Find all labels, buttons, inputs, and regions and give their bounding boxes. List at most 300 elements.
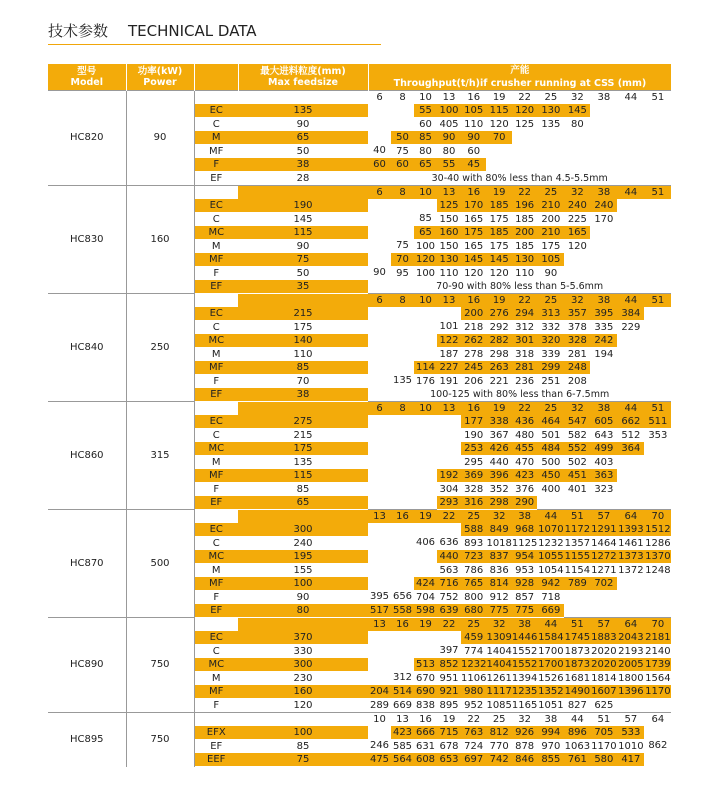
throughput-cell: 1584 [538, 631, 564, 643]
throughput-cell [644, 307, 671, 321]
feed-cell: 135 [238, 104, 368, 118]
throughput-cell [414, 307, 437, 321]
throughput-cell: 225 [567, 213, 587, 225]
feed-cell: 28 [296, 172, 310, 184]
throughput-cell: 85 [414, 131, 437, 145]
throughput-cell [644, 199, 671, 213]
throughput-cell: 328 [464, 483, 484, 495]
css-value: 6 [368, 402, 391, 416]
css-row [48, 91, 671, 105]
css-value: 44 [617, 402, 644, 416]
throughput-cell [414, 199, 437, 213]
throughput-cell: 60 [467, 145, 481, 157]
type-cell: M [194, 672, 238, 686]
throughput-cell: 1552 [511, 645, 538, 657]
throughput-cell: 625 [594, 699, 614, 711]
throughput-cell [590, 375, 617, 389]
throughput-cell: 175 [489, 213, 509, 225]
throughput-cell: 312 [392, 672, 413, 684]
throughput-cell [414, 523, 437, 537]
throughput-cell: 502 [567, 456, 587, 468]
throughput-cell: 585 [392, 740, 413, 752]
throughput-cell: 1054 [538, 564, 564, 576]
throughput-cell: 400 [541, 483, 561, 495]
css-value: 44 [564, 713, 590, 727]
header-en: TECHNICAL DATA [128, 22, 257, 40]
throughput-cell [644, 118, 671, 132]
data-table [48, 64, 671, 767]
throughput-cell: 954 [512, 550, 537, 564]
throughput-cell: 1404 [486, 658, 512, 670]
throughput-cell: 1404 [486, 645, 512, 657]
throughput-cell: 200 [541, 213, 561, 225]
throughput-cell: 125 [437, 199, 461, 213]
throughput-cell: 836 [489, 564, 509, 576]
throughput-cell [437, 442, 461, 456]
throughput-cell: 704 [415, 591, 436, 603]
throughput-cell [414, 429, 437, 443]
css-value: 6 [368, 294, 391, 308]
throughput-cell: 1106 [461, 672, 487, 684]
throughput-cell: 608 [415, 753, 436, 765]
throughput-cell [368, 253, 391, 267]
throughput-cell: 636 [439, 537, 459, 549]
throughput-cell: 718 [541, 591, 561, 603]
throughput-cell: 313 [537, 307, 564, 321]
throughput-cell [537, 131, 564, 145]
throughput-cell: 200 [512, 226, 537, 240]
throughput-cell: 564 [392, 753, 413, 765]
throughput-cell [617, 118, 644, 132]
throughput-cell: 130 [437, 253, 461, 267]
css-value: 38 [537, 713, 564, 727]
throughput-cell: 335 [594, 321, 614, 333]
throughput-cell: 240 [590, 199, 617, 213]
throughput-cell: 423 [392, 726, 413, 738]
throughput-cell: 827 [567, 699, 587, 711]
model-cn: 型号 [77, 66, 97, 77]
type-cell: EC [194, 104, 238, 118]
throughput-cell: 814 [486, 577, 511, 591]
throughput-cell: 953 [515, 564, 535, 576]
throughput-cell: 1309 [486, 631, 512, 643]
throughput-cell [368, 199, 391, 213]
throughput-cell: 423 [512, 469, 537, 483]
throughput-cell: 1464 [591, 537, 617, 549]
css-value: 51 [644, 91, 671, 105]
throughput-cell: 396 [486, 469, 511, 483]
throughput-cell: 1018 [486, 537, 512, 549]
feed-cell: 115 [238, 226, 368, 240]
css-value: 51 [590, 713, 617, 727]
throughput-cell: 952 [464, 699, 484, 711]
throughput-cell [590, 496, 617, 510]
css-value: 25 [486, 713, 511, 727]
throughput-cell: 376 [515, 483, 535, 495]
throughput-cell [590, 226, 617, 240]
throughput-cell: 175 [489, 240, 509, 252]
throughput-cell [644, 577, 671, 591]
throughput-cell: 263 [486, 361, 511, 375]
throughput-cell: 1461 [618, 537, 644, 549]
throughput-cell [617, 348, 644, 362]
feed-blank [238, 91, 368, 105]
throughput-cell: 276 [486, 307, 511, 321]
throughput-cell [617, 577, 644, 591]
throughput-cell: 896 [564, 726, 590, 740]
throughput-cell: 459 [461, 631, 486, 645]
throughput-cell [644, 267, 671, 281]
feed-cell: 175 [293, 321, 313, 333]
note-cell: 100-125 with 80% less than 6-7.5mm [430, 388, 610, 400]
throughput-cell: 1352 [538, 685, 564, 697]
throughput-cell [644, 213, 671, 227]
throughput-cell: 1117 [486, 685, 512, 697]
css-value: 51 [564, 510, 590, 524]
throughput-cell: 656 [392, 591, 413, 603]
css-value: 8 [391, 186, 414, 200]
throughput-cell [644, 483, 671, 497]
throughput-cell: 60 [368, 158, 391, 172]
type-cell: C [194, 213, 238, 227]
throughput-cell [590, 158, 617, 172]
throughput-cell: 2193 [618, 645, 644, 657]
throughput-cell [617, 591, 644, 605]
throughput-cell [617, 334, 644, 348]
throughput-cell: 196 [512, 199, 537, 213]
power-cell: 250 [126, 294, 194, 402]
type-cell: MC [194, 334, 238, 348]
type-blank [194, 510, 238, 524]
throughput-cell [391, 645, 414, 659]
throughput-cell [437, 631, 461, 645]
throughput-cell [617, 213, 644, 227]
type-cell: EF [194, 172, 238, 186]
feed-cell: 300 [238, 523, 368, 537]
throughput-cell: 1394 [511, 672, 538, 684]
css-value: 13 [437, 91, 461, 105]
header-cn: 技术参数 [48, 22, 109, 40]
model-cell: HC895 [48, 713, 126, 767]
throughput-cell [644, 226, 671, 240]
throughput-cell [368, 631, 391, 645]
throughput-cell [391, 658, 414, 672]
throughput-cell: 253 [461, 442, 486, 456]
throughput-cell: 227 [437, 361, 461, 375]
throughput-cell: 339 [541, 348, 561, 360]
col-header-throughput-cn: 产能 [368, 64, 671, 77]
throughput-cell [368, 307, 391, 321]
throughput-cell: 763 [461, 726, 486, 740]
feed-cell: 35 [238, 280, 368, 294]
throughput-cell [391, 456, 414, 470]
throughput-cell [368, 375, 391, 389]
throughput-cell: 120 [567, 240, 587, 252]
throughput-cell: 2005 [618, 658, 644, 670]
throughput-cell: 120 [489, 118, 509, 130]
css-row [48, 186, 671, 200]
throughput-cell: 2181 [645, 631, 671, 643]
throughput-cell: 2020 [591, 645, 617, 657]
throughput-cell: 2020 [591, 658, 617, 670]
throughput-cell [391, 564, 414, 578]
css-value: 25 [537, 91, 564, 105]
feed-cell: 240 [293, 537, 313, 549]
feed-cell: 38 [238, 158, 368, 172]
throughput-cell [617, 240, 644, 254]
feed-cell: 300 [238, 658, 368, 672]
throughput-cell: 1800 [618, 672, 644, 684]
throughput-cell: 177 [461, 415, 486, 429]
throughput-cell: 210 [537, 199, 564, 213]
css-row [48, 510, 671, 524]
css-value: 38 [590, 294, 617, 308]
throughput-cell [391, 226, 414, 240]
throughput-cell [391, 348, 414, 362]
throughput-cell: 1085 [486, 699, 512, 711]
css-value: 6 [368, 186, 391, 200]
css-value: 44 [537, 510, 564, 524]
throughput-cell [564, 591, 590, 605]
css-value: 8 [391, 91, 414, 105]
throughput-cell: 298 [489, 348, 509, 360]
throughput-cell: 170 [594, 213, 614, 225]
throughput-cell: 980 [461, 685, 486, 699]
throughput-cell: 598 [415, 604, 436, 616]
note-cell: 30-40 with 80% less than 4.5-5.5mm [431, 172, 608, 184]
throughput-cell: 838 [415, 699, 436, 711]
throughput-cell: 662 [617, 415, 644, 429]
type-blank [194, 91, 238, 105]
throughput-cell: 1739 [645, 658, 671, 670]
throughput-cell [617, 267, 644, 281]
throughput-cell [414, 348, 437, 362]
throughput-cell: 1261 [486, 672, 512, 684]
throughput-cell: 1883 [591, 631, 617, 643]
throughput-cell: 857 [515, 591, 535, 603]
throughput-cell: 40 [373, 145, 386, 157]
throughput-cell: 251 [541, 375, 561, 387]
throughput-cell [590, 145, 617, 159]
css-value: 19 [486, 402, 511, 416]
throughput-cell [414, 564, 437, 578]
css-value: 16 [461, 402, 486, 416]
throughput-cell: 424 [415, 577, 436, 589]
throughput-cell: 150 [439, 240, 459, 252]
throughput-cell [644, 726, 671, 740]
throughput-cell: 364 [617, 442, 644, 456]
throughput-cell [590, 240, 617, 254]
throughput-cell: 85 [419, 213, 432, 225]
type-cell: EC [194, 523, 238, 537]
throughput-cell: 262 [461, 334, 486, 348]
model-en: Model [70, 77, 103, 88]
throughput-cell [537, 145, 564, 159]
type-blank [194, 294, 238, 308]
feed-cell: 85 [238, 361, 368, 375]
feed-cn: 最大进料粒度(mm) [260, 66, 346, 77]
throughput-cell: 208 [567, 375, 587, 387]
feed-cell: 275 [238, 415, 368, 429]
throughput-cell: 192 [437, 469, 461, 483]
throughput-cell: 1154 [564, 564, 591, 576]
throughput-cell: 60 [419, 118, 432, 130]
css-value: 70 [644, 618, 671, 632]
throughput-cell: 75 [396, 145, 409, 157]
type-cell: F [194, 375, 238, 389]
note-cell: 70-90 with 80% less than 5-5.6mm [436, 280, 604, 292]
throughput-cell: 378 [567, 321, 587, 333]
throughput-cell: 475 [369, 753, 390, 765]
throughput-cell: 165 [564, 226, 590, 240]
css-value: 25 [537, 186, 564, 200]
model-cell: HC890 [48, 618, 126, 713]
throughput-cell: 1286 [645, 537, 671, 549]
throughput-cell: 60 [391, 158, 414, 172]
css-value: 51 [644, 186, 671, 200]
throughput-cell: 742 [486, 753, 511, 767]
throughput-cell: 846 [512, 753, 537, 767]
type-cell: MF [194, 469, 238, 483]
throughput-cell: 397 [439, 645, 459, 657]
type-cell: M [194, 348, 238, 362]
header-row [48, 64, 671, 77]
throughput-cell: 204 [369, 685, 390, 697]
throughput-cell: 1526 [538, 672, 564, 684]
feed-cell: 100 [238, 726, 368, 740]
feed-blank [238, 186, 368, 200]
throughput-cell: 666 [415, 726, 436, 738]
feed-cell: 160 [238, 685, 368, 699]
power-cn: 功率(kW) [137, 66, 183, 77]
throughput-cell: 715 [437, 726, 461, 740]
throughput-cell: 175 [541, 240, 561, 252]
throughput-cell: 588 [461, 523, 486, 537]
throughput-cell: 994 [537, 726, 564, 740]
throughput-cell: 765 [461, 577, 486, 591]
throughput-cell: 100 [437, 104, 461, 118]
power-cell: 90 [126, 91, 194, 186]
type-blank [194, 618, 238, 632]
css-value: 19 [414, 510, 437, 524]
throughput-cell [391, 104, 414, 118]
throughput-cell: 800 [464, 591, 484, 603]
header-underline [48, 44, 381, 45]
throughput-cell: 301 [512, 334, 537, 348]
type-cell: F [194, 483, 238, 497]
throughput-cell [512, 131, 537, 145]
throughput-cell [414, 645, 437, 659]
throughput-cell: 643 [594, 429, 614, 441]
throughput-cell [368, 131, 391, 145]
css-value: 64 [644, 713, 671, 727]
throughput-cell: 2043 [618, 631, 644, 643]
css-value: 32 [564, 186, 590, 200]
throughput-cell: 1446 [511, 631, 538, 643]
css-value: 64 [617, 510, 644, 524]
throughput-cell [368, 240, 391, 254]
throughput-cell: 101 [439, 321, 459, 333]
throughput-cell: 298 [486, 496, 511, 510]
throughput-cell: 1396 [618, 685, 644, 697]
type-cell: M [194, 564, 238, 578]
throughput-cell: 1564 [645, 672, 671, 684]
feed-cell: 38 [238, 388, 368, 402]
throughput-cell: 90 [461, 131, 486, 145]
throughput-cell: 752 [439, 591, 459, 603]
css-value: 19 [486, 186, 511, 200]
throughput-cell [617, 158, 644, 172]
throughput-cell: 75 [396, 240, 409, 252]
throughput-cell: 926 [512, 726, 537, 740]
throughput-cell: 105 [461, 104, 486, 118]
type-cell: MF [194, 145, 238, 159]
css-value: 25 [537, 294, 564, 308]
power-cell: 500 [126, 510, 194, 618]
throughput-cell: 1700 [538, 645, 564, 657]
throughput-cell: 248 [564, 361, 590, 375]
css-value: 16 [461, 294, 486, 308]
throughput-cell: 176 [415, 375, 436, 387]
throughput-cell: 115 [486, 104, 511, 118]
model-cell: HC830 [48, 186, 126, 294]
throughput-cell [644, 604, 671, 618]
throughput-cell [368, 442, 391, 456]
throughput-cell [512, 145, 537, 159]
css-value: 32 [564, 91, 590, 105]
throughput-cell [368, 104, 391, 118]
type-cell: MC [194, 550, 238, 564]
throughput-cell [368, 334, 391, 348]
throughput-cell [644, 699, 671, 713]
throughput-cell: 786 [464, 564, 484, 576]
throughput-cell: 332 [541, 321, 561, 333]
feed-cell: 135 [293, 456, 313, 468]
throughput-cell: 533 [617, 726, 644, 740]
css-row [48, 713, 671, 727]
feed-cell: 85 [296, 740, 310, 752]
type-cell: EEF [194, 753, 238, 767]
feed-cell: 90 [296, 240, 310, 252]
throughput-cell: 1055 [538, 550, 564, 562]
throughput-cell: 563 [439, 564, 459, 576]
throughput-cell: 122 [437, 334, 461, 348]
throughput-cell: 145 [486, 253, 511, 267]
css-value: 13 [391, 713, 414, 727]
throughput-cell [617, 145, 644, 159]
throughput-cell: 464 [537, 415, 564, 429]
throughput-cell: 417 [617, 753, 644, 767]
throughput-cell: 775 [486, 604, 511, 618]
throughput-cell [391, 523, 414, 537]
throughput-cell [368, 226, 391, 240]
throughput-cell: 928 [512, 577, 537, 591]
throughput-cell [368, 523, 391, 537]
throughput-cell [617, 226, 644, 240]
throughput-cell: 670 [415, 672, 436, 684]
throughput-cell [391, 213, 414, 227]
type-cell: MF [194, 577, 238, 591]
throughput-cell: 912 [489, 591, 509, 603]
throughput-cell: 1490 [564, 685, 591, 697]
css-value: 10 [414, 294, 437, 308]
power-cell: 750 [126, 713, 194, 767]
throughput-cell: 639 [437, 604, 461, 618]
throughput-cell: 1681 [564, 672, 591, 684]
feed-cell: 90 [296, 591, 310, 603]
css-value: 51 [644, 294, 671, 308]
feed-cell: 70 [296, 375, 310, 387]
